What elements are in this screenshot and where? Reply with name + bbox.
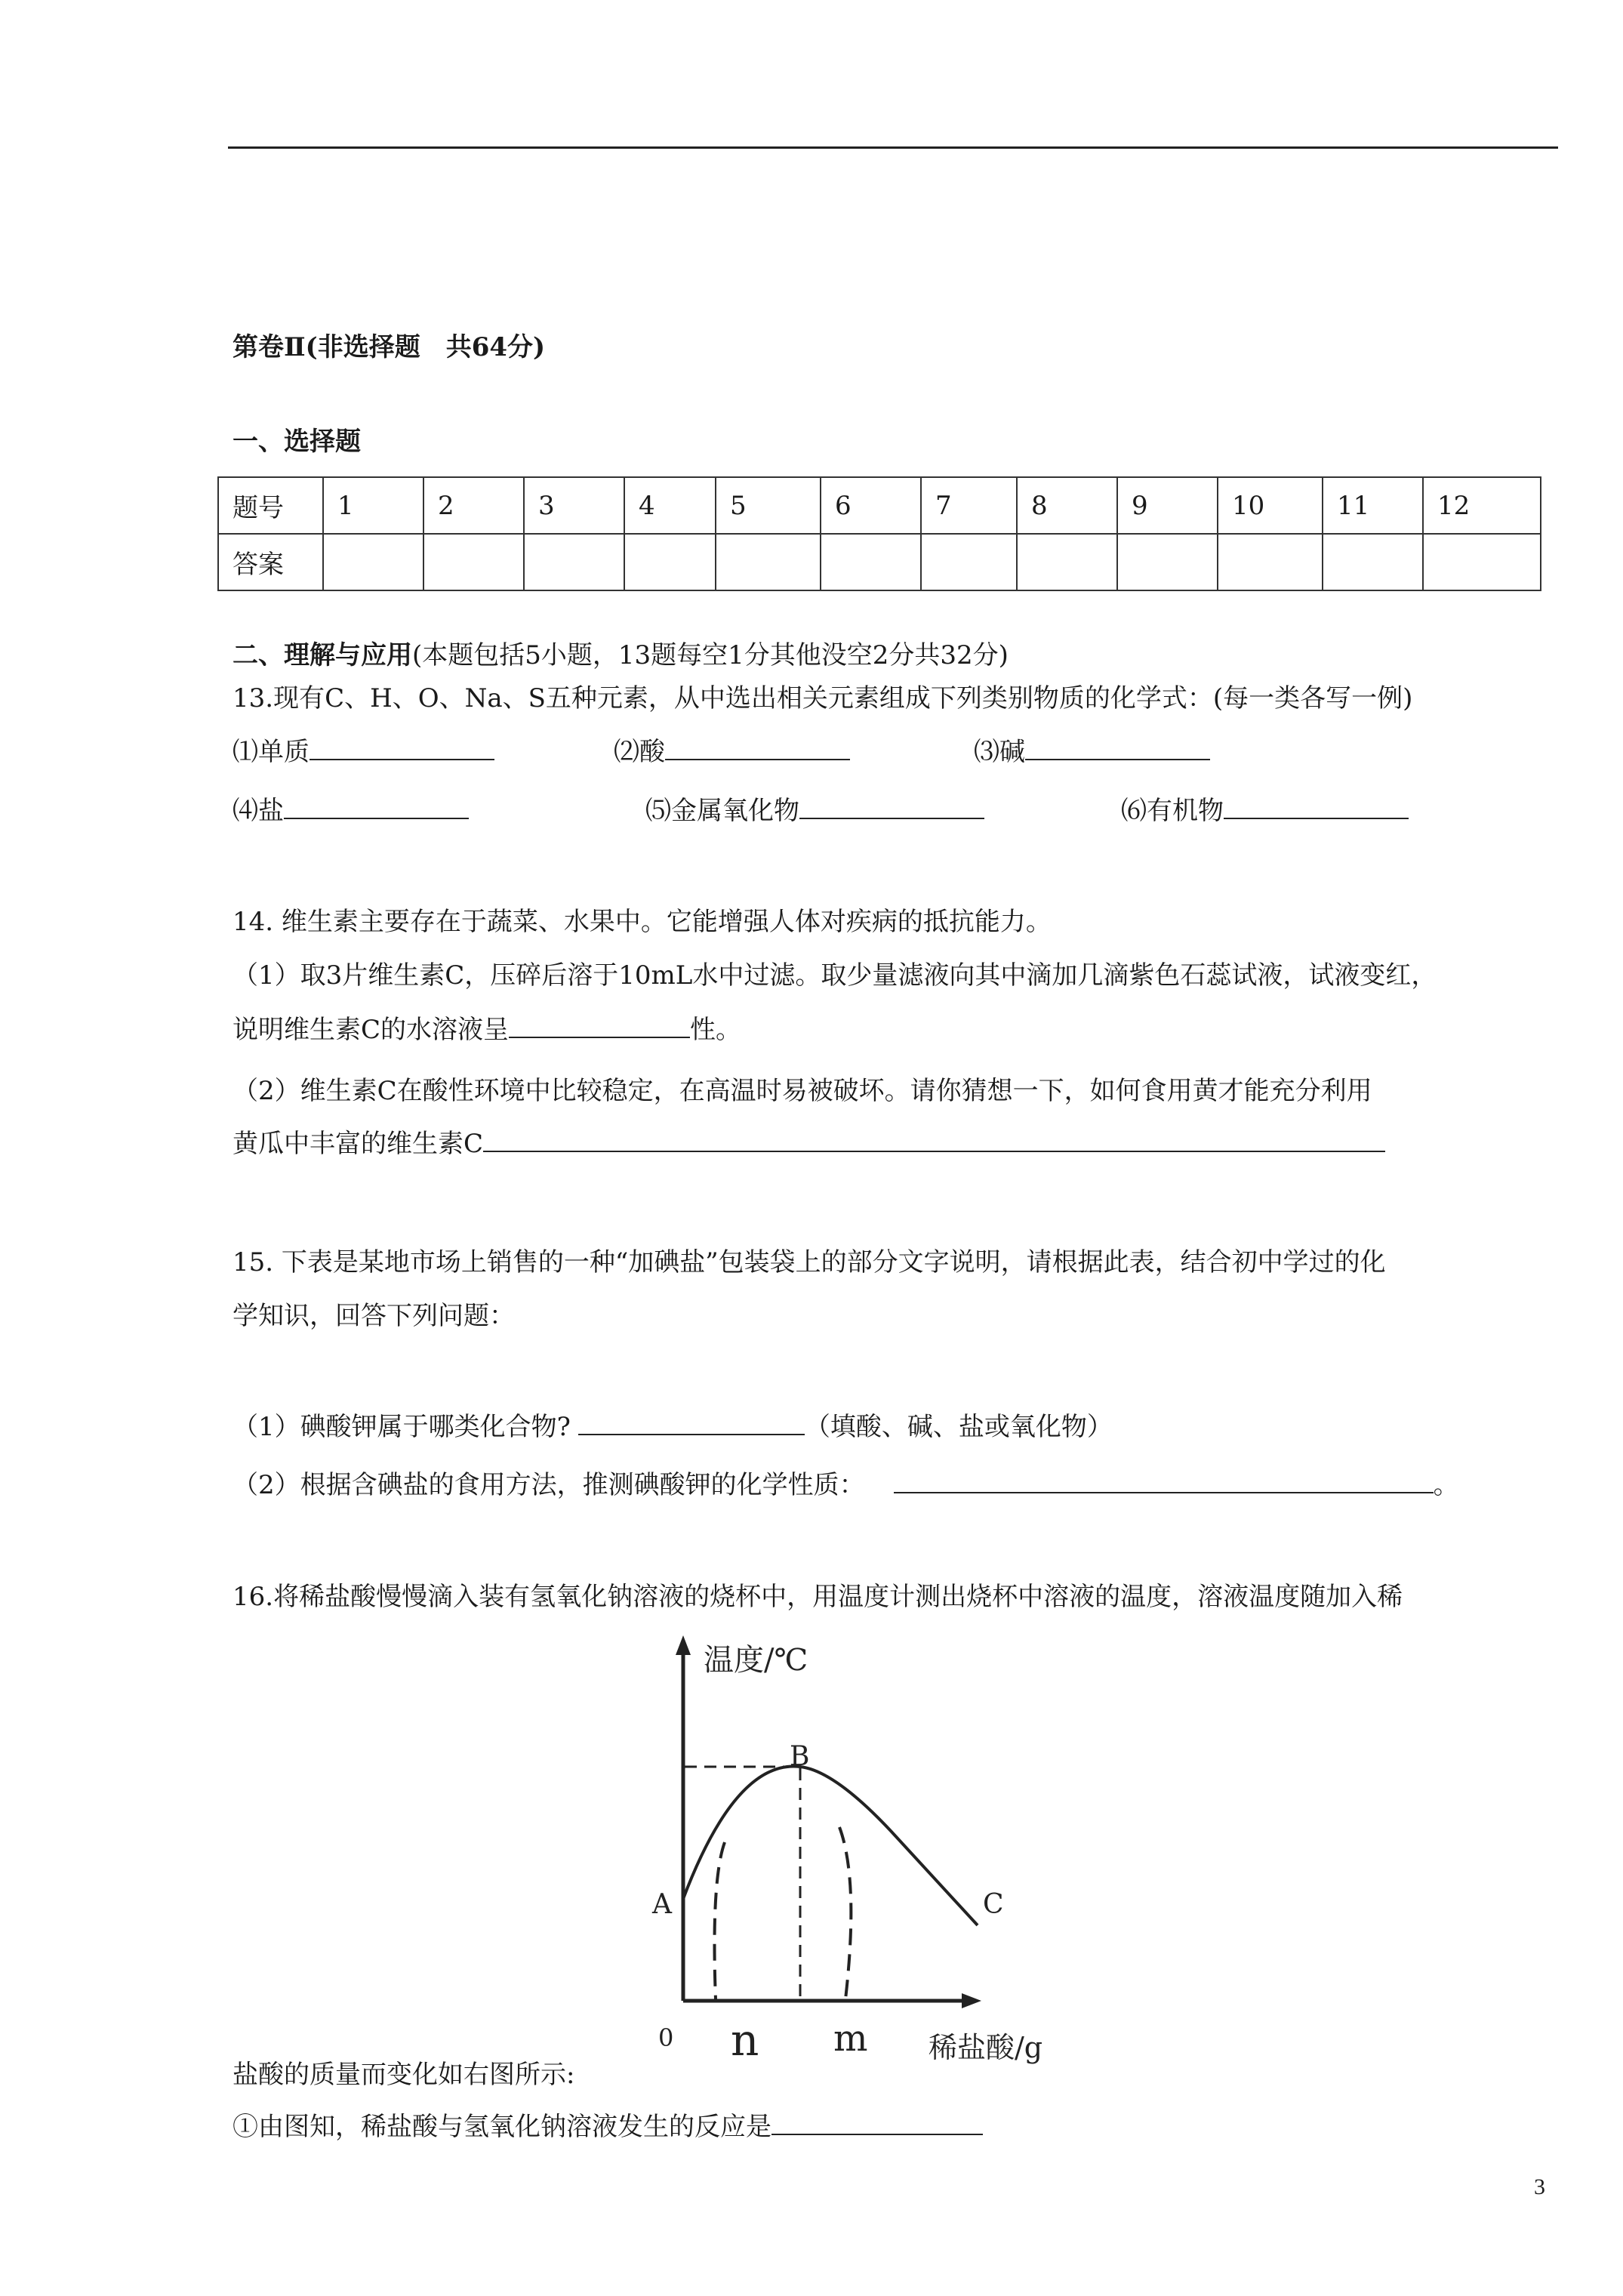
answer-cell[interactable] xyxy=(1117,534,1218,590)
answer-cell[interactable] xyxy=(821,534,921,590)
answer-blank[interactable] xyxy=(578,1411,805,1435)
q13-item-4 xyxy=(233,795,469,826)
text: 。 xyxy=(1433,1470,1459,1500)
q13-item-3 xyxy=(974,736,1210,767)
x-tick-label-n: n xyxy=(731,2014,759,2066)
table-cell: 8 xyxy=(1017,477,1117,534)
table-cell: 9 xyxy=(1117,477,1218,534)
dashed-curve-m xyxy=(839,1827,851,1999)
answer-cell[interactable] xyxy=(423,534,524,590)
text: 性。 xyxy=(690,1015,742,1045)
text: （填酸、碱、盐或氧化物） xyxy=(804,1412,1113,1442)
part2-title: 第卷Ⅱ(非选择题 共64分) xyxy=(233,332,546,362)
q15-p1 xyxy=(233,1411,1113,1442)
item-label: ⑹有机物 xyxy=(1121,796,1224,826)
row-label: 答案 xyxy=(218,534,323,590)
page-number: 3 xyxy=(1534,2174,1545,2199)
text: （2）根据含碘盐的食用方法，推测碘酸钾的化学性质： xyxy=(233,1470,865,1500)
answer-blank[interactable] xyxy=(310,736,494,760)
x-tick-label-m: m xyxy=(833,2017,868,2060)
table-cell: 12 xyxy=(1423,477,1541,534)
q15-stem-line1: 15. 下表是某地市场上销售的一种“加碘盐”包装袋上的部分文字说明，请根据此表，结合初中学过的化 xyxy=(233,1247,1386,1277)
q14-stem: 14. 维生素主要存在于蔬菜、水果中。它能增强人体对疾病的抵抗能力。 xyxy=(233,907,1052,937)
table-cell: 7 xyxy=(921,477,1017,534)
q15-p2 xyxy=(233,1469,1459,1500)
point-label-b: B xyxy=(790,1741,810,1772)
answer-cell[interactable] xyxy=(624,534,716,590)
answer-table xyxy=(217,476,1541,591)
answer-cell[interactable] xyxy=(716,534,821,590)
origin-label: 0 xyxy=(658,2023,674,2052)
table-cell: 5 xyxy=(716,477,821,534)
table-cell: 6 xyxy=(821,477,921,534)
answer-cell[interactable] xyxy=(1017,534,1117,590)
text: 黄瓜中丰富的维生素C xyxy=(233,1129,484,1159)
table-cell: 3 xyxy=(524,477,624,534)
answer-cell[interactable] xyxy=(921,534,1017,590)
table-cell: 11 xyxy=(1323,477,1423,534)
table-cell: 10 xyxy=(1218,477,1323,534)
answer-cell[interactable] xyxy=(1423,534,1541,590)
answer-blank[interactable] xyxy=(509,1014,690,1038)
answer-blank[interactable] xyxy=(483,1128,1385,1152)
answer-cell[interactable] xyxy=(1323,534,1423,590)
item-label: ⑷盐 xyxy=(233,796,284,826)
temperature-curve xyxy=(683,1766,978,1925)
item-label: ⑸金属氧化物 xyxy=(645,796,799,826)
answer-blank[interactable] xyxy=(799,795,984,819)
item-label: ⑴单质 xyxy=(233,737,310,767)
text: 说明维生素C的水溶液呈 xyxy=(233,1015,510,1045)
section2-heading xyxy=(233,640,1009,670)
q13-stem: 13.现有C、H、O、Na、S五种元素，从中选出相关元素组成下列类别物质的化学式：(每一类各写一例) xyxy=(233,683,1413,713)
point-label-a: A xyxy=(652,1889,672,1920)
table-row xyxy=(218,477,1541,534)
answer-cell[interactable] xyxy=(524,534,624,590)
q13-item-2 xyxy=(614,736,850,767)
item-label: ⑵酸 xyxy=(614,737,665,767)
answer-blank[interactable] xyxy=(1224,795,1409,819)
answer-blank[interactable] xyxy=(665,736,850,760)
temperature-chart xyxy=(649,1631,1095,2069)
point-label-c: C xyxy=(983,1889,1004,1920)
q13-item-6 xyxy=(1121,795,1409,826)
q14-p1-line1: （1）取3片维生素C，压碎后溶于10mL水中过滤。取少量滤液向其中滴加几滴紫色石蕊试液，试液变红， xyxy=(233,960,1437,991)
table-cell: 2 xyxy=(423,477,524,534)
dashed-curve-n xyxy=(715,1842,725,1999)
q13-item-1 xyxy=(233,736,494,767)
answer-blank[interactable] xyxy=(771,2111,983,2135)
q14-p2-line2 xyxy=(233,1128,1385,1159)
text: ①由图知，稀盐酸与氢氧化钠溶液发生的反应是 xyxy=(233,2112,771,2142)
row-label: 题号 xyxy=(218,477,323,534)
q14-p1-line2 xyxy=(233,1014,741,1045)
answer-blank[interactable] xyxy=(284,795,469,819)
header-rule xyxy=(228,146,1558,149)
y-axis-arrow xyxy=(676,1635,691,1655)
section1-title: 一、选择题 xyxy=(233,427,361,457)
table-cell: 1 xyxy=(323,477,423,534)
text: （1）碘酸钾属于哪类化合物? xyxy=(233,1412,571,1442)
table-cell: 4 xyxy=(624,477,716,534)
q16-sub1 xyxy=(233,2111,983,2142)
table-row xyxy=(218,534,1541,590)
x-axis-arrow xyxy=(962,1993,981,2008)
q16-stem-line1: 16.将稀盐酸慢慢滴入装有氢氧化钠溶液的烧杯中，用温度计测出烧杯中溶液的温度，溶液温度随加入稀 xyxy=(233,1582,1403,1612)
x-axis-label: 稀盐酸/g xyxy=(929,2031,1043,2064)
section2-title: 二、理解与应用 xyxy=(233,640,412,670)
item-label: ⑶碱 xyxy=(974,737,1025,767)
answer-blank[interactable] xyxy=(1025,736,1210,760)
answer-blank[interactable] xyxy=(894,1469,1434,1493)
q15-stem-line2: 学知识，回答下列问题： xyxy=(233,1301,515,1331)
y-axis-label: 温度/℃ xyxy=(704,1643,808,1678)
section2-note: (本题包括5小题，13题每空1分其他没空2分共32分) xyxy=(412,640,1009,670)
q13-item-5 xyxy=(645,795,984,826)
q16-stem-line2: 盐酸的质量而变化如右图所示: xyxy=(233,2060,575,2090)
q14-p2-line1: （2）维生素C在酸性环境中比较稳定，在高温时易被破坏。请你猜想一下，如何食用黄才能充分利用 xyxy=(233,1076,1372,1106)
answer-cell[interactable] xyxy=(1218,534,1323,590)
answer-cell[interactable] xyxy=(323,534,423,590)
